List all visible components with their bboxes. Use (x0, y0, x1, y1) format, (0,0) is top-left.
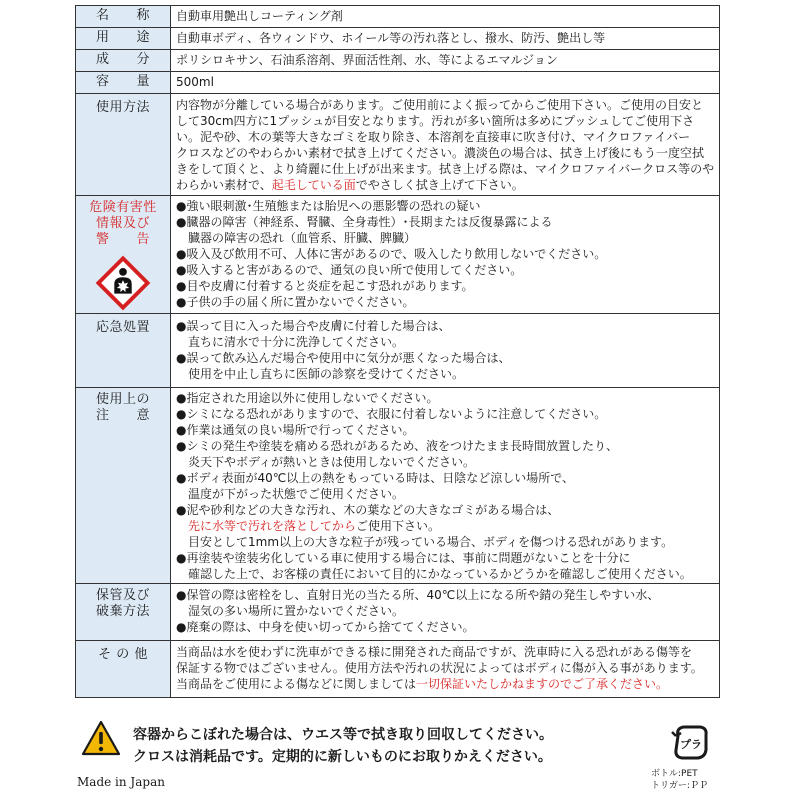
usage-line: 内容物が分離している場合があります。ご使用前によく振ってからご使用下さい。ご使用の目安と (176, 98, 704, 112)
material-labels (651, 768, 708, 792)
row-volume (76, 72, 720, 94)
storage-label-line: 保管及び (95, 588, 150, 603)
precaution-line: 確認した上で、お客様の責任において目的にかなっているかどうかを確認しご使用ください。 (176, 567, 692, 581)
row-name (76, 6, 720, 28)
pla-recycle-icon (670, 722, 712, 764)
row-usage (76, 94, 720, 196)
hazard-line: ●臓器の障害（神経系、腎臓、全身毒性）･長期または反復暴露による (176, 215, 553, 229)
hazard-line: ●吸入及び飲用不可、人体に害があるので、吸入したり飲用しないでください。 (176, 247, 607, 261)
usage-text-post: でやさしく拭き上げて下さい。 (355, 178, 524, 192)
storage-line: ●保管の際は密栓をし、直射日光の当たる所、40℃以上になる所や錆の発生しやすい水、 (176, 588, 660, 602)
label-name (76, 6, 171, 28)
usage-highlight: 起毛している面 (271, 178, 356, 192)
storage-line: 湿気の多い場所に置かないでください。 (176, 604, 405, 618)
value-use-text: 自動車ボディ、各ウィンドウ、ホイール等の汚れ落とし、撥水、防汚、艶出し等 (176, 31, 606, 45)
usage-line: い。泥や砂、木の葉等大きなゴミを取り除き、本溶剤を直接車に吹き付け、マイクロファイバー (176, 130, 691, 144)
label-use-text: 用 途 (95, 30, 150, 45)
label-usage (76, 94, 171, 196)
cloth-note: クロスは消耗品です。定期的に新しいものにお取りかえください。 (133, 749, 552, 765)
storage-label-line: 破棄方法 (95, 604, 150, 619)
precaution-line: ●再塗装や塗装劣化している車に使用する場合には、事前に問題がないことを十分に (176, 551, 631, 565)
health-hazard-icon (94, 254, 152, 312)
precaution-line: 炎天下やボディが熱いときは使用しないでください。 (176, 455, 476, 469)
warning-triangle-icon (81, 720, 121, 756)
precaution-highlight: 先に水等で汚れを落としてから (176, 519, 357, 533)
hazard-line: ●目や皮膚に付着すると炎症を起こす恐れがあります。 (176, 279, 474, 293)
other-line-last (176, 676, 715, 692)
precaution-line: ●シミになる恐れがありますので、衣服に付着しないように注意してください。 (176, 407, 607, 421)
usage-line: して30cm四方に1プッシュが目安となります。汚れが多い箇所は多めにプッシュしてご使用下さ (176, 114, 695, 128)
bottle-material: ボトル:PET (651, 769, 698, 779)
value-other (171, 641, 720, 698)
hazard-line: 臓器の障害の恐れ（血管系、肝臓、脾臓） (176, 231, 417, 245)
label-first-aid-text: 応急処置 (95, 320, 150, 335)
hazard-line: ●子供の手の届く所に置かないでください。 (176, 295, 415, 309)
label-precautions (76, 388, 171, 584)
spill-note: 容器からこぼれた場合は、ウエス等で拭き取り回収してください。 (133, 727, 553, 743)
usage-line: クロスなどのやわらかい素材で拭き上げてください。濃淡色の場合は、拭き上げ後にもう一度空拭 (176, 146, 705, 160)
row-other (76, 641, 720, 698)
row-storage (76, 584, 720, 641)
label-volume (76, 72, 171, 94)
precaution-line: ●泥や砂利などの大きな汚れ、木の葉などの大きなゴミがある場合は、 (176, 503, 560, 517)
label-other (76, 641, 171, 698)
first-aid-line: ●誤って飲み込んだ場合や使用中に気分が悪くなった場合は、 (176, 351, 511, 365)
label-volume-text: 容 量 (95, 74, 150, 89)
value-usage (171, 94, 720, 196)
label-storage (76, 584, 171, 641)
first-aid-line: ●誤って目に入った場合や皮膚に付着した場合は、 (176, 319, 451, 333)
label-use (76, 28, 171, 50)
usage-text-pre: わらかい素材で、 (176, 178, 272, 192)
value-storage (171, 584, 720, 641)
recycle-mark-text: プラ (680, 738, 702, 751)
usage-line-last (176, 177, 715, 193)
value-volume (171, 72, 720, 94)
precaution-line: ●シミの発生や塗装を痛める恐れがあるため、液をつけたまま長時間放置したり、 (176, 439, 618, 453)
row-ingredients (76, 50, 720, 72)
value-precautions (171, 388, 720, 584)
first-aid-line: 直ちに清水で十分に洗浄してください。 (176, 335, 405, 349)
precaution-line: ●ボディ表面が40℃以上の熱をもっている時は、日陰など涼しい場所で、 (176, 471, 575, 485)
other-line: 保証する物ではございません。使用方法や汚れの状況によってはボディに傷が入る事があります。 (176, 661, 703, 675)
value-ingredients (171, 50, 720, 72)
hazard-label-line: 警 告 (95, 232, 150, 247)
precautions-label-line: 使用上の (95, 392, 150, 407)
label-hazard (76, 196, 171, 314)
precaution-text-post: ご使用下さい。 (356, 519, 441, 533)
precaution-line: ●指定された用途以外に使用しないでください。 (176, 391, 439, 405)
other-line: 当商品は水を使わずに洗車ができる様に開発された商品ですが、洗車時に入る恐れがある傷等を (176, 645, 693, 659)
precaution-line-highlight (176, 518, 715, 534)
usage-line: きをして頂くと、より綺麗に仕上げが出来ます。拭き上げる際は、マイクロファイバークロス等のや (176, 162, 715, 176)
value-first-aid (171, 314, 720, 388)
label-other-text: そ の 他 (98, 647, 148, 662)
label-name-text: 名 称 (95, 8, 150, 23)
precaution-line: 温度が下がった状態でご使用ください。 (176, 487, 405, 501)
value-hazard (171, 196, 720, 314)
other-highlight: 一切保証いたしかねますのでご了承ください。 (416, 677, 669, 691)
value-volume-text: 500ml (176, 75, 214, 89)
label-ingredients-text: 成 分 (95, 52, 150, 67)
bottom-notes (75, 718, 720, 798)
precaution-line: 目安として1mm以上の大きな粒子が残っている場合、ボディを傷つける恐れがあります。 (176, 535, 674, 549)
row-hazard (76, 196, 720, 314)
value-ingredients-text: ポリシロキサン、石油系溶剤、界面活性剤、水、等によるエマルジョン (176, 53, 558, 67)
storage-line: ●廃棄の際は、中身を使い切ってから捨ててください。 (176, 620, 475, 634)
hazard-label-line: 情報及び (95, 216, 150, 231)
hazard-label-line: 危険有害性 (89, 200, 157, 215)
label-ingredients (76, 50, 171, 72)
row-use (76, 28, 720, 50)
value-name-text: 自動車用艶出しコーティング剤 (176, 9, 343, 23)
row-precautions (76, 388, 720, 584)
value-name (171, 6, 720, 28)
trigger-material: トリガー:ＰＰ (651, 781, 708, 791)
made-in-label: Made in Japan (77, 775, 165, 789)
label-usage-text: 使用方法 (95, 100, 150, 115)
other-text-pre: 当商品をご使用による傷などに関しましては (176, 677, 417, 691)
row-first-aid (76, 314, 720, 388)
precautions-label-line: 注 意 (95, 408, 150, 423)
spec-table (75, 5, 720, 698)
hazard-line: ●吸入すると害があるので、通気の良い所で使用してください。 (176, 263, 523, 277)
label-first-aid (76, 314, 171, 388)
precaution-line: ●作業は通気の良い場所で行ってください。 (176, 423, 415, 437)
hazard-line: ●強い眼刺激･生殖態または胎児への悪影響の恐れの疑い (176, 199, 481, 213)
value-use (171, 28, 720, 50)
first-aid-line: 使用を中止し直ちに医師の診察を受けてください。 (176, 367, 465, 381)
